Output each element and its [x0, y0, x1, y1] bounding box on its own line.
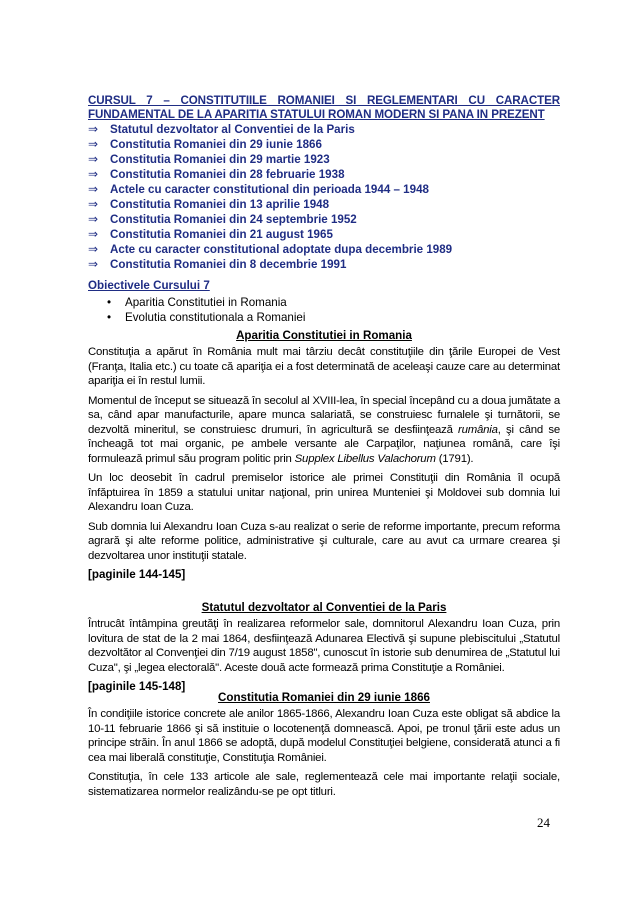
topic-label: Constitutia Romaniei din 21 august 1965	[110, 228, 333, 241]
topic-label: Constitutia Romaniei din 13 aprilie 1948	[110, 198, 330, 211]
topics-list	[88, 122, 560, 272]
emphasis-rumania: rumânia	[458, 423, 498, 436]
topic-label: Actele cu caracter constitutional din perioada 1944 – 1948	[110, 183, 429, 196]
text-run: Momentul de început se situează în secolul al XVIII-lea, în special începând cu a doua jumătate a sa, când apar manufacturile, apare munca salariată, se construiesc furnalele şi turnătorii, se dezvoltă mineritul, se construiesc drumuri, în agricultură se desfiinţează	[88, 394, 560, 436]
topic-item	[88, 167, 560, 182]
topic-item	[88, 257, 560, 272]
topic-label: Constitutia Romaniei din 28 februarie 1938	[110, 168, 345, 181]
topic-item	[88, 212, 560, 227]
arrow-icon: ⇒	[88, 257, 99, 271]
paragraph	[88, 394, 560, 467]
topic-item	[88, 137, 560, 152]
topic-label: Constitutia Romaniei din 29 martie 1923	[110, 153, 330, 166]
arrow-icon: ⇒	[88, 197, 99, 211]
document-body	[88, 94, 560, 804]
text-run: (1791).	[435, 452, 474, 465]
page-reference: [paginile 145-148]	[88, 680, 186, 693]
paragraph: Întrucât întâmpina greutăţi în realizarea reformelor sale, domnitorul Alexandru Ioan Cuza, prin lovitura de stat de la 2 mai 1864, desfiinţează Adunarea Electivă şi supune plebiscitului „Statutul dezvoltător al Convenţiei din 7/19 august 1858", cunoscut în istorie sub denumirea de „Statutul lui Cuza", şi „legea electorală". Aceste două acte formează prima Constituţie a României.	[88, 618, 560, 674]
topic-item	[88, 227, 560, 242]
arrow-icon: ⇒	[88, 242, 99, 256]
paragraph: Constituţia a apărut în România mult mai târziu decât constituţiile din ţările Europei de Vest (Franţa, Italia etc.) cu toate că apariţia ei a fost determinată de aceleaşi cauze care au determinat apariţia ei în restul lumii.	[88, 346, 560, 387]
topic-label: Acte cu caracter constitutional adoptate dupa decembrie 1989	[110, 243, 453, 256]
topic-item	[88, 197, 560, 212]
paragraph: Constituţia, în cele 133 articole ale sale, reglementează cele mai importante relaţii sociale, sistematizarea normelor realizându-se pe opt titluri.	[88, 771, 560, 798]
topic-item	[88, 152, 560, 167]
arrow-icon: ⇒	[88, 182, 99, 196]
section-heading-constitutia-1866: Constitutia Romaniei din 29 iunie 1866	[218, 691, 430, 704]
topic-label: Constitutia Romaniei din 24 septembrie 1952	[110, 213, 357, 226]
section-heading-statutul: Statutul dezvoltator al Conventiei de la Paris	[201, 601, 447, 614]
objective-item: • Aparitia Constitutiei in Romania	[125, 296, 560, 311]
section-heading-aparitia: Aparitia Constitutiei in Romania	[236, 329, 412, 342]
course-title: CURSUL 7 – CONSTITUTIILE ROMANIEI SI REGLEMENTARI CU CARACTER FUNDAMENTAL DE LA APARITIA STATULUI ROMAN MODERN SI PANA IN PREZENT	[88, 94, 560, 121]
arrow-icon: ⇒	[88, 137, 99, 151]
page-reference: [paginile 144-145]	[88, 568, 186, 581]
topic-item	[88, 122, 560, 137]
arrow-icon: ⇒	[88, 152, 99, 166]
arrow-icon: ⇒	[88, 227, 99, 241]
arrow-icon: ⇒	[88, 167, 99, 181]
objective-item: • Evolutia constitutionala a Romaniei	[125, 311, 560, 326]
arrow-icon: ⇒	[88, 212, 99, 226]
objectives-heading: Obiectivele Cursului 7	[88, 279, 210, 292]
text-run: , şi când se încheagă tot mai organic, pe ambele versante ale Carpaţilor, naţiunea română, care îşi formulează primul său program politic prin	[88, 423, 560, 465]
page-number: 24	[537, 815, 550, 830]
topic-item	[88, 242, 560, 257]
topic-label: Constitutia Romaniei din 8 decembrie 1991	[110, 258, 347, 271]
topic-label: Statutul dezvoltator al Conventiei de la Paris	[110, 123, 355, 136]
paragraph: Sub domnia lui Alexandru Ioan Cuza s-au realizat o serie de reforme importante, precum reforma agrară şi alte reforme politice, administrative şi culturale, care au avut ca urmare crearea şi dezvoltarea unor instituţii statale.	[88, 520, 560, 562]
arrow-icon: ⇒	[88, 122, 99, 136]
topic-item	[88, 182, 560, 197]
topic-label: Constitutia Romaniei din 29 iunie 1866	[110, 138, 322, 151]
paragraph: Un loc deosebit în cadrul premiselor istorice ale primei Constituţii din România îl ocupă înfăptuirea în 1859 a statului unitar naţional, prin unirea Munteniei şi Moldovei sub domnia lui Alexandru Ioan Cuza.	[88, 472, 560, 513]
paragraph: În condiţiile istorice concrete ale anilor 1865-1866, Alexandru Ioan Cuza este obligat să abdice la 10-11 februarie 1866 şi să instituie o locotenenţă domnească. Apoi, pe tronul ţării este adus un principe străin. În anul 1866 se adoptă, după modelul Constituţiei belgiene, considerată atunci a fi cea mai liberală constituţie, Constituţia României.	[88, 708, 560, 764]
objectives-list	[88, 296, 560, 325]
emphasis-supplex: Supplex Libellus Valachorum	[294, 452, 436, 465]
